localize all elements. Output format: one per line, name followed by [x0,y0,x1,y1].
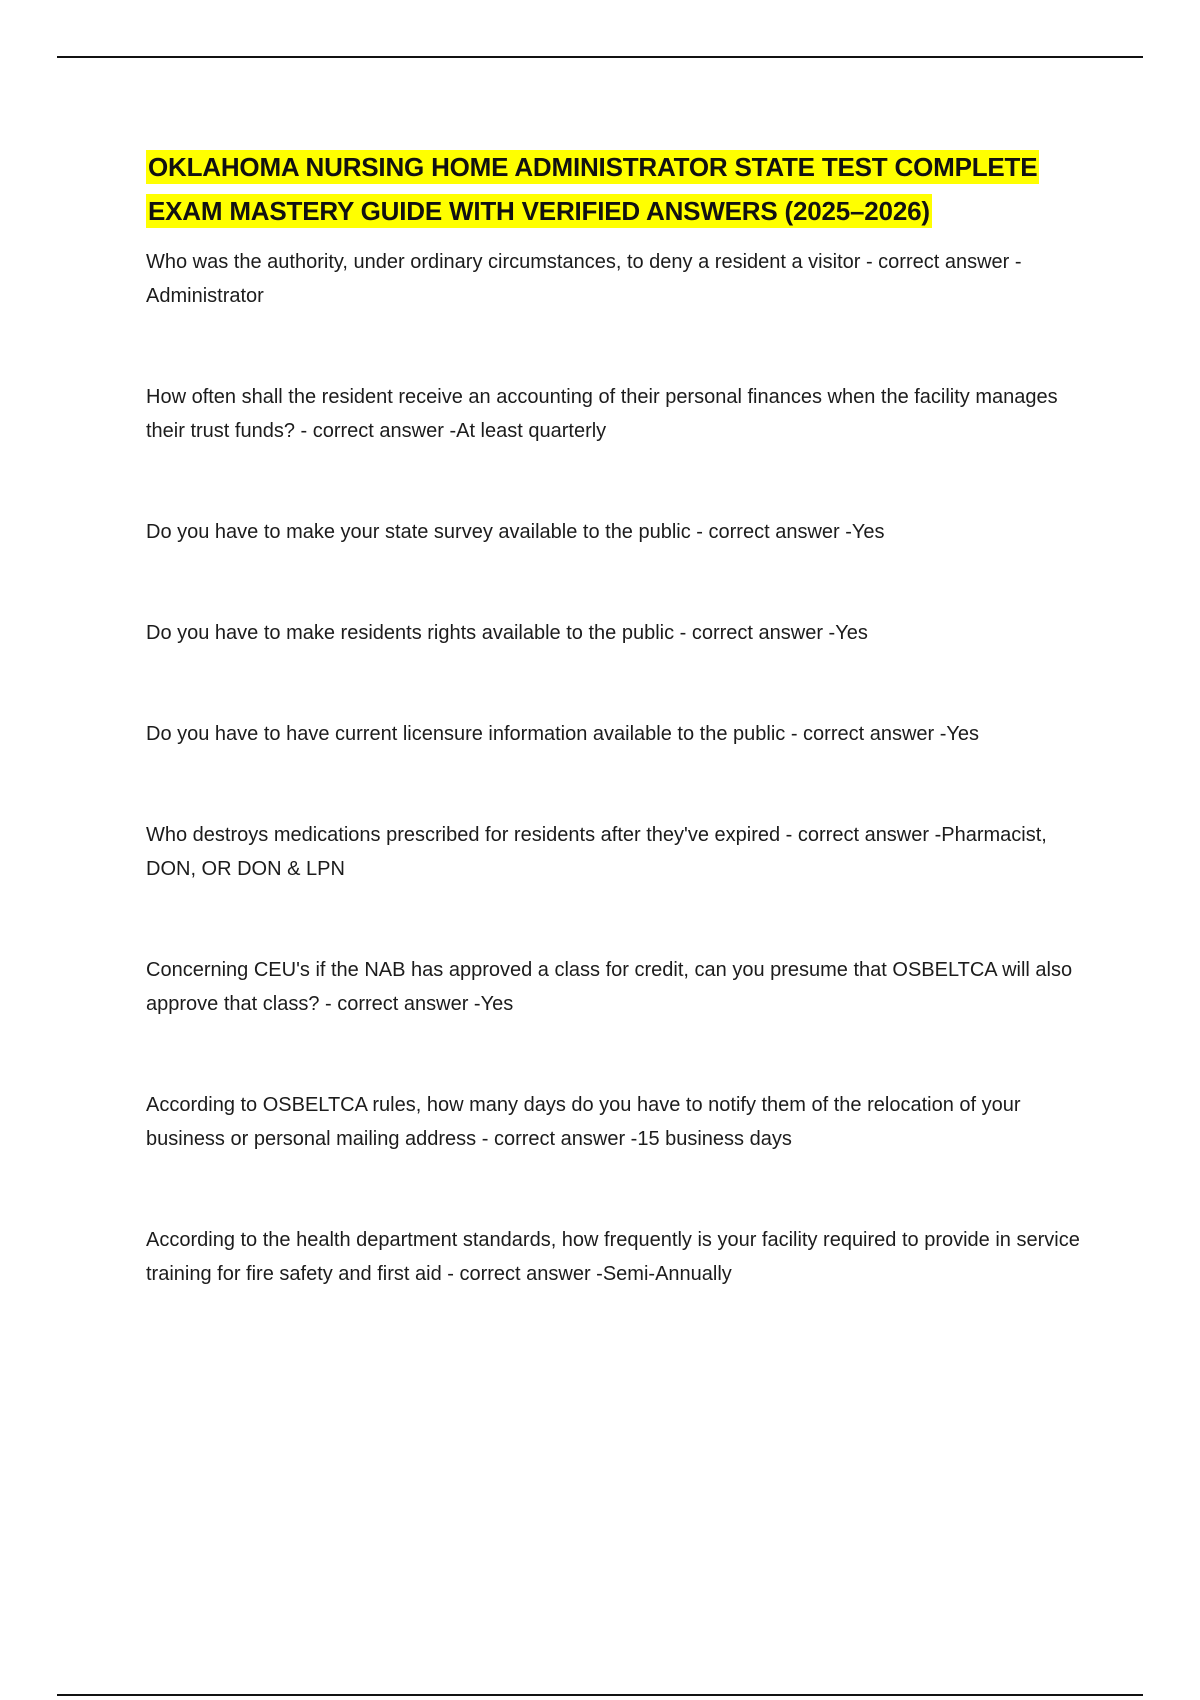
question-answer-list [146,245,1086,1291]
qa-item: How often shall the resident receive an accounting of their personal finances when the facility manages their trust funds? - correct answer -At least quarterly [146,386,1058,442]
bottom-rule [57,1694,1143,1696]
qa-item: Who destroys medications prescribed for residents after they've expired - correct answer -Pharmacist, DON, OR DON & LPN [146,824,1047,880]
qa-item: Who was the authority, under ordinary circumstances, to deny a resident a visitor - correct answer -Administrator [146,251,1022,307]
top-rule [57,56,1143,58]
qa-item: According to the health department standards, how frequently is your facility required to provide in service training for fire safety and first aid - correct answer -Semi-Annually [146,1229,1080,1285]
qa-item: Do you have to make residents rights available to the public - correct answer -Yes [146,622,868,644]
document-body [146,145,1086,1291]
qa-item: Do you have to have current licensure information available to the public - correct answer -Yes [146,723,980,745]
document-title [146,145,1086,233]
title-highlight: OKLAHOMA NURSING HOME ADMINISTRATOR STATE TEST COMPLETE EXAM MASTERY GUIDE WITH VERIFIED ANSWERS (2025–2026) [148,152,1038,226]
qa-item: Concerning CEU's if the NAB has approved a class for credit, can you presume that OSBELTCA will also approve that class? - correct answer -Yes [146,959,1073,1015]
qa-item: Do you have to make your state survey available to the public - correct answer -Yes [146,521,885,543]
qa-item: According to OSBELTCA rules, how many days do you have to notify them of the relocation of your business or personal mailing address - correct answer -15 business days [146,1094,1021,1150]
